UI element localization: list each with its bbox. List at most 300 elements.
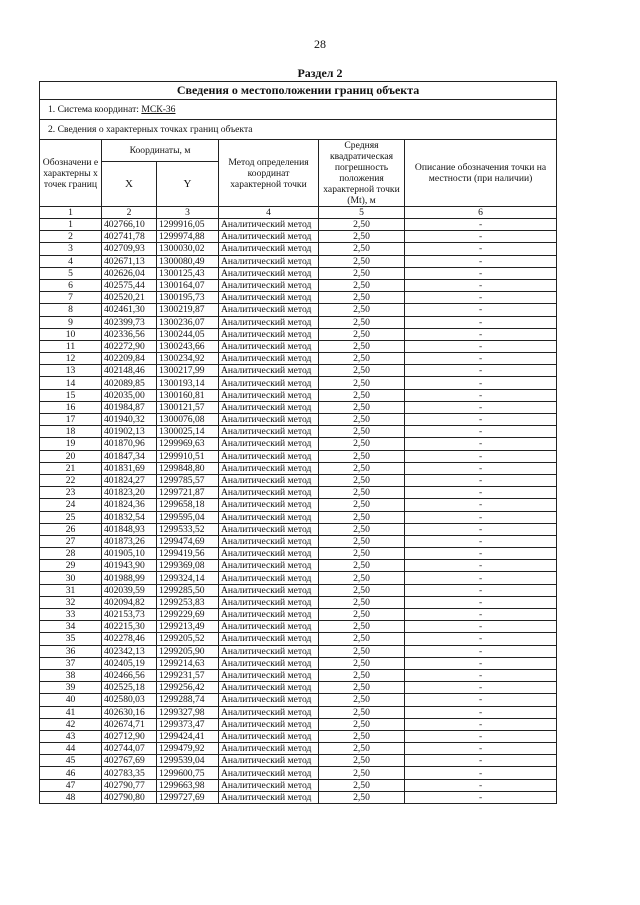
coord-y: 1300219,87 bbox=[157, 304, 219, 316]
coord-y: 1299595,04 bbox=[157, 511, 219, 523]
table-row bbox=[40, 231, 557, 243]
point-description: - bbox=[405, 560, 557, 572]
mean-error: 2,50 bbox=[319, 255, 405, 267]
point-description: - bbox=[405, 755, 557, 767]
coord-x: 402580,03 bbox=[102, 694, 157, 706]
point-description: - bbox=[405, 718, 557, 730]
coord-x: 402405,19 bbox=[102, 657, 157, 669]
coord-x: 401848,93 bbox=[102, 523, 157, 535]
point-number: 47 bbox=[40, 779, 102, 791]
point-description: - bbox=[405, 511, 557, 523]
coord-y: 1299285,50 bbox=[157, 584, 219, 596]
method: Аналитический метод bbox=[219, 438, 319, 450]
method: Аналитический метод bbox=[219, 609, 319, 621]
coord-y: 1299324,14 bbox=[157, 572, 219, 584]
mean-error: 2,50 bbox=[319, 292, 405, 304]
point-description: - bbox=[405, 706, 557, 718]
method: Аналитический метод bbox=[219, 499, 319, 511]
point-description: - bbox=[405, 426, 557, 438]
coord-y: 1299916,05 bbox=[157, 219, 219, 231]
method: Аналитический метод bbox=[219, 572, 319, 584]
coord-system-label: 1. Система координат: bbox=[48, 104, 142, 115]
mean-error: 2,50 bbox=[319, 743, 405, 755]
table-row bbox=[40, 243, 557, 255]
mean-error: 2,50 bbox=[319, 511, 405, 523]
point-description: - bbox=[405, 779, 557, 791]
table-row bbox=[40, 548, 557, 560]
point-number: 44 bbox=[40, 743, 102, 755]
method: Аналитический метод bbox=[219, 450, 319, 462]
coord-x: 401873,26 bbox=[102, 535, 157, 547]
point-number: 4 bbox=[40, 255, 102, 267]
table-row bbox=[40, 474, 557, 486]
table-row bbox=[40, 426, 557, 438]
table-row bbox=[40, 462, 557, 474]
table-row bbox=[40, 219, 557, 231]
point-number: 16 bbox=[40, 401, 102, 413]
table-row bbox=[40, 365, 557, 377]
point-description: - bbox=[405, 682, 557, 694]
coord-y: 1300236,07 bbox=[157, 316, 219, 328]
coord-y: 1299910,51 bbox=[157, 450, 219, 462]
coord-x: 402215,30 bbox=[102, 621, 157, 633]
point-number: 21 bbox=[40, 462, 102, 474]
coord-y: 1299533,52 bbox=[157, 523, 219, 535]
table-row bbox=[40, 511, 557, 523]
point-description: - bbox=[405, 584, 557, 596]
mean-error: 2,50 bbox=[319, 730, 405, 742]
method: Аналитический метод bbox=[219, 292, 319, 304]
coord-x: 402790,80 bbox=[102, 791, 157, 803]
point-number: 33 bbox=[40, 609, 102, 621]
mean-error: 2,50 bbox=[319, 426, 405, 438]
method: Аналитический метод bbox=[219, 560, 319, 572]
table-row bbox=[40, 572, 557, 584]
method: Аналитический метод bbox=[219, 377, 319, 389]
table-row bbox=[40, 414, 557, 426]
table-row bbox=[40, 779, 557, 791]
coord-x: 402630,16 bbox=[102, 706, 157, 718]
coord-x: 402153,73 bbox=[102, 609, 157, 621]
point-number: 30 bbox=[40, 572, 102, 584]
point-description: - bbox=[405, 621, 557, 633]
mean-error: 2,50 bbox=[319, 535, 405, 547]
table-row bbox=[40, 669, 557, 681]
point-number: 6 bbox=[40, 279, 102, 291]
point-number: 18 bbox=[40, 426, 102, 438]
point-number: 7 bbox=[40, 292, 102, 304]
method: Аналитический метод bbox=[219, 304, 319, 316]
header-description: Описание обозначения точки на местности (при наличии) bbox=[405, 140, 557, 207]
point-description: - bbox=[405, 694, 557, 706]
point-number: 22 bbox=[40, 474, 102, 486]
coord-x: 402626,04 bbox=[102, 267, 157, 279]
coord-x: 401943,90 bbox=[102, 560, 157, 572]
mean-error: 2,50 bbox=[319, 694, 405, 706]
point-number: 40 bbox=[40, 694, 102, 706]
coord-x: 402035,00 bbox=[102, 389, 157, 401]
point-description: - bbox=[405, 304, 557, 316]
coord-x: 402039,59 bbox=[102, 584, 157, 596]
method: Аналитический метод bbox=[219, 694, 319, 706]
point-description: - bbox=[405, 255, 557, 267]
point-number: 39 bbox=[40, 682, 102, 694]
method: Аналитический метод bbox=[219, 426, 319, 438]
points-section-label: 2. Сведения о характерных точках границ объекта bbox=[40, 120, 557, 140]
point-number: 23 bbox=[40, 487, 102, 499]
method: Аналитический метод bbox=[219, 340, 319, 352]
coord-x: 402272,90 bbox=[102, 340, 157, 352]
table-row bbox=[40, 499, 557, 511]
point-description: - bbox=[405, 487, 557, 499]
method: Аналитический метод bbox=[219, 718, 319, 730]
coord-y: 1299974,88 bbox=[157, 231, 219, 243]
coord-y: 1299256,42 bbox=[157, 682, 219, 694]
coord-x: 402094,82 bbox=[102, 596, 157, 608]
mean-error: 2,50 bbox=[319, 523, 405, 535]
table-row bbox=[40, 304, 557, 316]
point-description: - bbox=[405, 219, 557, 231]
coord-y: 1299600,75 bbox=[157, 767, 219, 779]
method: Аналитический метод bbox=[219, 389, 319, 401]
point-description: - bbox=[405, 633, 557, 645]
coord-x: 401847,34 bbox=[102, 450, 157, 462]
points-section-row bbox=[40, 120, 557, 140]
point-description: - bbox=[405, 328, 557, 340]
coord-system bbox=[40, 100, 557, 120]
method: Аналитический метод bbox=[219, 219, 319, 231]
method: Аналитический метод bbox=[219, 596, 319, 608]
table-row bbox=[40, 340, 557, 352]
method: Аналитический метод bbox=[219, 511, 319, 523]
method: Аналитический метод bbox=[219, 267, 319, 279]
column-number: 6 bbox=[405, 207, 557, 219]
point-number: 41 bbox=[40, 706, 102, 718]
mean-error: 2,50 bbox=[319, 340, 405, 352]
coord-x: 402461,30 bbox=[102, 304, 157, 316]
point-description: - bbox=[405, 767, 557, 779]
method: Аналитический метод bbox=[219, 669, 319, 681]
point-number: 28 bbox=[40, 548, 102, 560]
coord-y: 1300076,08 bbox=[157, 414, 219, 426]
point-description: - bbox=[405, 365, 557, 377]
coord-x: 402709,93 bbox=[102, 243, 157, 255]
table-title: Сведения о местоположении границ объекта bbox=[40, 82, 557, 100]
point-description: - bbox=[405, 231, 557, 243]
coord-y: 1300080,49 bbox=[157, 255, 219, 267]
mean-error: 2,50 bbox=[319, 316, 405, 328]
point-number: 15 bbox=[40, 389, 102, 401]
method: Аналитический метод bbox=[219, 328, 319, 340]
point-number: 8 bbox=[40, 304, 102, 316]
mean-error: 2,50 bbox=[319, 767, 405, 779]
coord-x: 402336,56 bbox=[102, 328, 157, 340]
coord-x: 402744,07 bbox=[102, 743, 157, 755]
table-row bbox=[40, 743, 557, 755]
point-description: - bbox=[405, 450, 557, 462]
coord-y: 1299214,63 bbox=[157, 657, 219, 669]
point-number: 27 bbox=[40, 535, 102, 547]
coord-x: 402671,13 bbox=[102, 255, 157, 267]
coord-y: 1299785,57 bbox=[157, 474, 219, 486]
header-y: Y bbox=[157, 162, 219, 207]
point-description: - bbox=[405, 316, 557, 328]
point-number: 35 bbox=[40, 633, 102, 645]
mean-error: 2,50 bbox=[319, 377, 405, 389]
method: Аналитический метод bbox=[219, 243, 319, 255]
method: Аналитический метод bbox=[219, 535, 319, 547]
table-row bbox=[40, 389, 557, 401]
coord-x: 401902,13 bbox=[102, 426, 157, 438]
coord-x: 402766,10 bbox=[102, 219, 157, 231]
point-description: - bbox=[405, 609, 557, 621]
point-description: - bbox=[405, 267, 557, 279]
point-number: 48 bbox=[40, 791, 102, 803]
coord-system-row bbox=[40, 100, 557, 120]
method: Аналитический метод bbox=[219, 645, 319, 657]
point-number: 5 bbox=[40, 267, 102, 279]
coord-y: 1299205,90 bbox=[157, 645, 219, 657]
mean-error: 2,50 bbox=[319, 389, 405, 401]
point-number: 24 bbox=[40, 499, 102, 511]
coord-y: 1299205,52 bbox=[157, 633, 219, 645]
point-number: 1 bbox=[40, 219, 102, 231]
coord-y: 1300193,14 bbox=[157, 377, 219, 389]
table-row bbox=[40, 633, 557, 645]
coord-y: 1299721,87 bbox=[157, 487, 219, 499]
mean-error: 2,50 bbox=[319, 548, 405, 560]
coord-x: 402466,56 bbox=[102, 669, 157, 681]
method: Аналитический метод bbox=[219, 767, 319, 779]
point-description: - bbox=[405, 340, 557, 352]
point-number: 34 bbox=[40, 621, 102, 633]
coord-y: 1299658,18 bbox=[157, 499, 219, 511]
coord-x: 402520,21 bbox=[102, 292, 157, 304]
method: Аналитический метод bbox=[219, 316, 319, 328]
point-description: - bbox=[405, 377, 557, 389]
table-row bbox=[40, 487, 557, 499]
point-description: - bbox=[405, 499, 557, 511]
table-row bbox=[40, 755, 557, 767]
table-row bbox=[40, 596, 557, 608]
method: Аналитический метод bbox=[219, 353, 319, 365]
point-number: 13 bbox=[40, 365, 102, 377]
header-coordinates: Координаты, м bbox=[102, 140, 219, 162]
method: Аналитический метод bbox=[219, 414, 319, 426]
header-row-1 bbox=[40, 140, 557, 162]
coord-y: 1299479,92 bbox=[157, 743, 219, 755]
mean-error: 2,50 bbox=[319, 243, 405, 255]
point-description: - bbox=[405, 535, 557, 547]
point-number: 11 bbox=[40, 340, 102, 352]
mean-error: 2,50 bbox=[319, 791, 405, 803]
method: Аналитический метод bbox=[219, 279, 319, 291]
coord-y: 1300244,05 bbox=[157, 328, 219, 340]
table-row bbox=[40, 621, 557, 633]
coord-y: 1299727,69 bbox=[157, 791, 219, 803]
mean-error: 2,50 bbox=[319, 462, 405, 474]
point-number: 45 bbox=[40, 755, 102, 767]
mean-error: 2,50 bbox=[319, 353, 405, 365]
table-row bbox=[40, 694, 557, 706]
point-description: - bbox=[405, 548, 557, 560]
method: Аналитический метод bbox=[219, 730, 319, 742]
mean-error: 2,50 bbox=[319, 450, 405, 462]
point-number: 25 bbox=[40, 511, 102, 523]
coord-x: 402525,18 bbox=[102, 682, 157, 694]
table-row bbox=[40, 609, 557, 621]
method: Аналитический метод bbox=[219, 474, 319, 486]
table-row bbox=[40, 706, 557, 718]
table-row bbox=[40, 535, 557, 547]
coord-x: 401824,36 bbox=[102, 499, 157, 511]
point-number: 46 bbox=[40, 767, 102, 779]
point-description: - bbox=[405, 791, 557, 803]
coord-y: 1299229,69 bbox=[157, 609, 219, 621]
column-number: 2 bbox=[102, 207, 157, 219]
method: Аналитический метод bbox=[219, 743, 319, 755]
coord-y: 1299539,04 bbox=[157, 755, 219, 767]
point-description: - bbox=[405, 523, 557, 535]
table-row bbox=[40, 682, 557, 694]
coord-x: 402783,35 bbox=[102, 767, 157, 779]
point-number: 36 bbox=[40, 645, 102, 657]
coord-y: 1300164,07 bbox=[157, 279, 219, 291]
table-row bbox=[40, 267, 557, 279]
coord-x: 401831,69 bbox=[102, 462, 157, 474]
table-row bbox=[40, 401, 557, 413]
mean-error: 2,50 bbox=[319, 401, 405, 413]
coord-x: 402790,77 bbox=[102, 779, 157, 791]
coord-x: 402342,13 bbox=[102, 645, 157, 657]
coord-y: 1299213,49 bbox=[157, 621, 219, 633]
coord-y: 1300030,02 bbox=[157, 243, 219, 255]
table-row bbox=[40, 767, 557, 779]
method: Аналитический метод bbox=[219, 231, 319, 243]
point-number: 38 bbox=[40, 669, 102, 681]
mean-error: 2,50 bbox=[319, 414, 405, 426]
point-description: - bbox=[405, 279, 557, 291]
coord-x: 401824,27 bbox=[102, 474, 157, 486]
point-description: - bbox=[405, 474, 557, 486]
point-number: 37 bbox=[40, 657, 102, 669]
coord-y: 1299424,41 bbox=[157, 730, 219, 742]
mean-error: 2,50 bbox=[319, 304, 405, 316]
point-number: 10 bbox=[40, 328, 102, 340]
coord-y: 1299663,98 bbox=[157, 779, 219, 791]
point-number: 42 bbox=[40, 718, 102, 730]
method: Аналитический метод bbox=[219, 706, 319, 718]
point-number: 12 bbox=[40, 353, 102, 365]
method: Аналитический метод bbox=[219, 755, 319, 767]
mean-error: 2,50 bbox=[319, 657, 405, 669]
table-row bbox=[40, 450, 557, 462]
point-number: 14 bbox=[40, 377, 102, 389]
table-row bbox=[40, 279, 557, 291]
header-x: X bbox=[102, 162, 157, 207]
column-number: 3 bbox=[157, 207, 219, 219]
mean-error: 2,50 bbox=[319, 231, 405, 243]
coord-y: 1299373,47 bbox=[157, 718, 219, 730]
point-number: 19 bbox=[40, 438, 102, 450]
method: Аналитический метод bbox=[219, 633, 319, 645]
table-row bbox=[40, 438, 557, 450]
point-description: - bbox=[405, 401, 557, 413]
coord-x: 402148,46 bbox=[102, 365, 157, 377]
mean-error: 2,50 bbox=[319, 328, 405, 340]
coord-y: 1300195,73 bbox=[157, 292, 219, 304]
mean-error: 2,50 bbox=[319, 596, 405, 608]
point-description: - bbox=[405, 353, 557, 365]
point-number: 32 bbox=[40, 596, 102, 608]
section-title: Раздел 2 bbox=[297, 66, 343, 80]
coord-x: 402712,90 bbox=[102, 730, 157, 742]
coord-y: 1299419,56 bbox=[157, 548, 219, 560]
mean-error: 2,50 bbox=[319, 609, 405, 621]
method: Аналитический метод bbox=[219, 657, 319, 669]
method: Аналитический метод bbox=[219, 365, 319, 377]
header-error: Средняя квадратическая погрешность положения характерной точки (Mt), м bbox=[319, 140, 405, 207]
point-number: 43 bbox=[40, 730, 102, 742]
point-number: 26 bbox=[40, 523, 102, 535]
point-number: 3 bbox=[40, 243, 102, 255]
mean-error: 2,50 bbox=[319, 645, 405, 657]
point-description: - bbox=[405, 438, 557, 450]
column-number: 5 bbox=[319, 207, 405, 219]
coord-x: 401823,20 bbox=[102, 487, 157, 499]
point-description: - bbox=[405, 730, 557, 742]
method: Аналитический метод bbox=[219, 791, 319, 803]
coord-x: 402209,84 bbox=[102, 353, 157, 365]
point-description: - bbox=[405, 657, 557, 669]
point-description: - bbox=[405, 743, 557, 755]
coord-y: 1300025,14 bbox=[157, 426, 219, 438]
coord-x: 402089,85 bbox=[102, 377, 157, 389]
table-row bbox=[40, 292, 557, 304]
coord-y: 1300125,43 bbox=[157, 267, 219, 279]
coord-y: 1299253,83 bbox=[157, 596, 219, 608]
coord-x: 401870,96 bbox=[102, 438, 157, 450]
coord-y: 1300234,92 bbox=[157, 353, 219, 365]
coord-x: 401940,32 bbox=[102, 414, 157, 426]
page-number: 28 bbox=[314, 37, 326, 51]
mean-error: 2,50 bbox=[319, 474, 405, 486]
mean-error: 2,50 bbox=[319, 718, 405, 730]
boundary-points-table bbox=[39, 81, 557, 804]
coord-y: 1300217,99 bbox=[157, 365, 219, 377]
coord-y: 1299474,69 bbox=[157, 535, 219, 547]
table-row bbox=[40, 791, 557, 803]
mean-error: 2,50 bbox=[319, 365, 405, 377]
point-description: - bbox=[405, 389, 557, 401]
coord-x: 401988,99 bbox=[102, 572, 157, 584]
point-number: 31 bbox=[40, 584, 102, 596]
table-row bbox=[40, 718, 557, 730]
table-row bbox=[40, 560, 557, 572]
coord-x: 402741,78 bbox=[102, 231, 157, 243]
method: Аналитический метод bbox=[219, 621, 319, 633]
point-number: 29 bbox=[40, 560, 102, 572]
mean-error: 2,50 bbox=[319, 572, 405, 584]
mean-error: 2,50 bbox=[319, 219, 405, 231]
point-description: - bbox=[405, 462, 557, 474]
mean-error: 2,50 bbox=[319, 267, 405, 279]
coord-y: 1300160,81 bbox=[157, 389, 219, 401]
mean-error: 2,50 bbox=[319, 669, 405, 681]
mean-error: 2,50 bbox=[319, 487, 405, 499]
coord-y: 1299231,57 bbox=[157, 669, 219, 681]
method: Аналитический метод bbox=[219, 548, 319, 560]
